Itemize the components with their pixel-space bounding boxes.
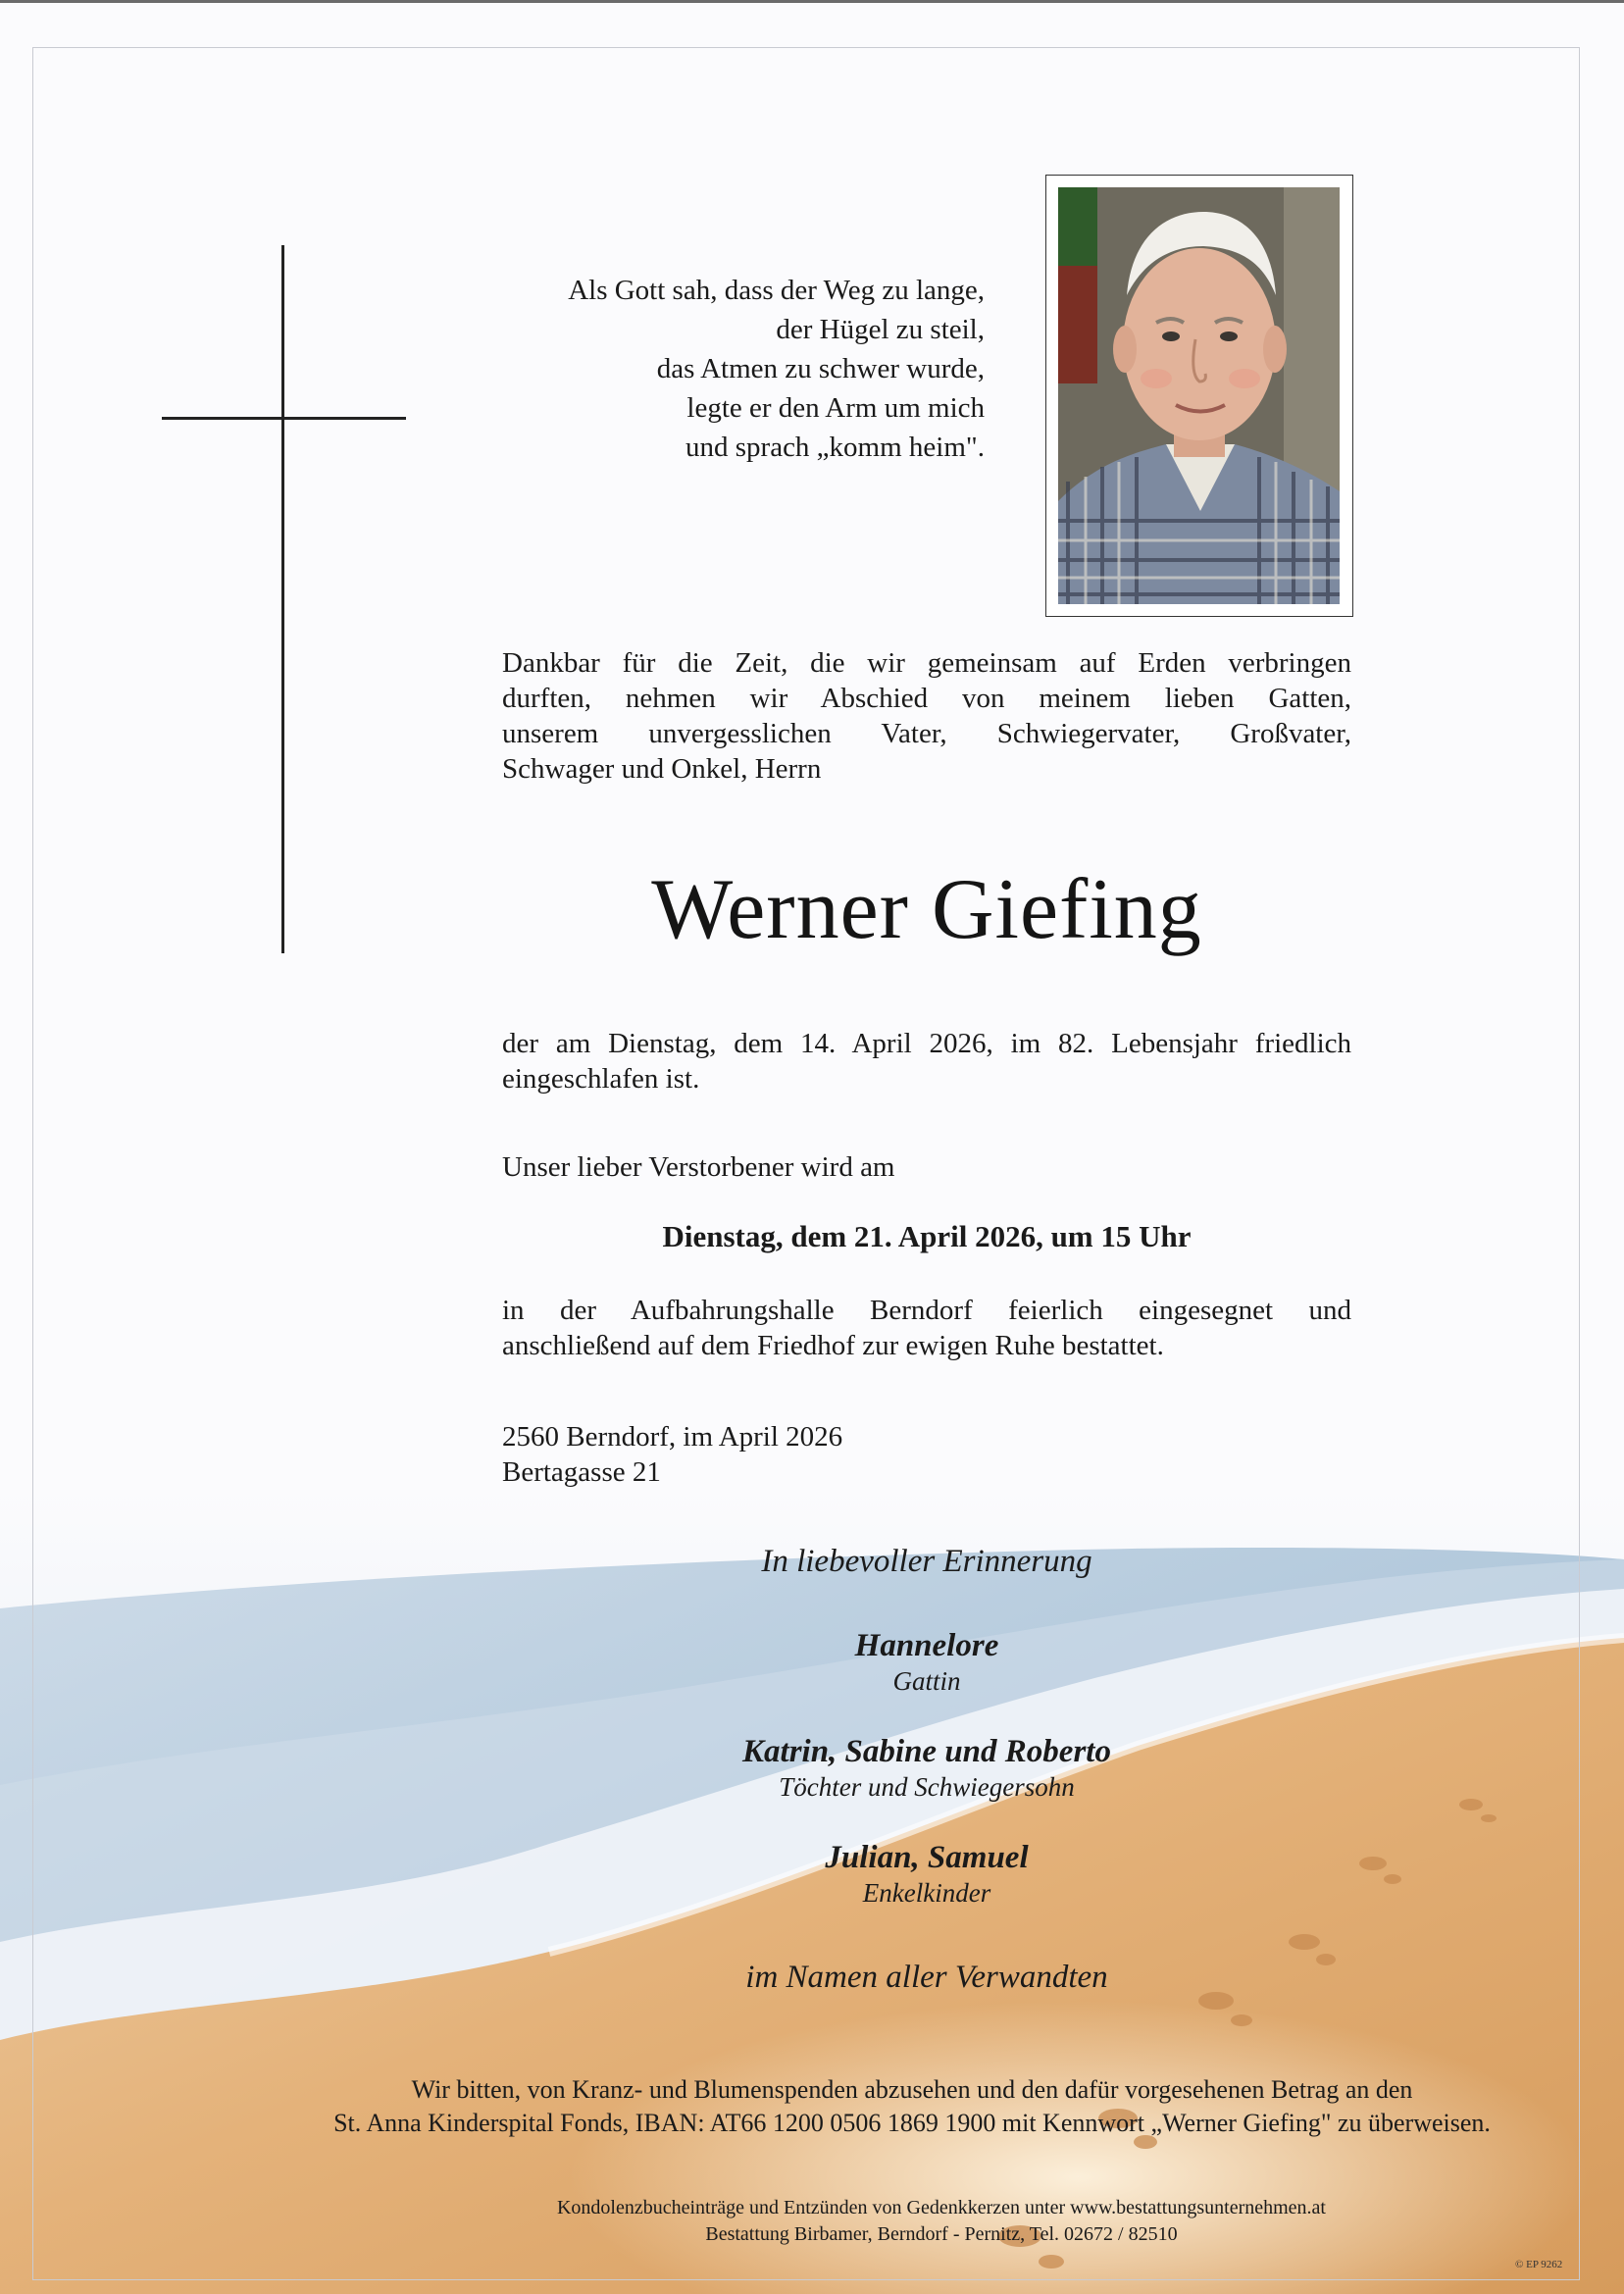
donation-note <box>265 2073 1559 2140</box>
funeral-intro: Unser lieber Verstorbener wird am <box>502 1151 895 1183</box>
poem-line: und sprach „komm heim". <box>685 432 985 463</box>
poem <box>471 271 985 467</box>
address-block <box>502 1419 1351 1490</box>
funeral-date: Dienstag, dem 21. April 2026, um 15 Uhr <box>662 1219 1192 1253</box>
death-line: eingeschlafen ist. <box>502 1063 700 1095</box>
poem-line: das Atmen zu schwer wurde, <box>656 353 985 384</box>
address-line: 2560 Berndorf, im April 2026 <box>502 1421 843 1453</box>
death-line: der am Dienstag, dem 14. April 2026, im 82. Lebensjahr friedlich <box>502 1028 1351 1059</box>
mourner-relation: Enkelkinder <box>862 1878 991 1908</box>
intro-line: unserem unvergesslichen Vater, Schwiegervater, Großvater, <box>502 718 1351 749</box>
cross-horizontal-beam <box>162 417 406 420</box>
mourner-relation: Töchter und Schwiegersohn <box>779 1772 1075 1802</box>
funeral-line: anschließend auf dem Friedhof zur ewigen Ruhe bestattet. <box>502 1330 1164 1361</box>
intro-line: Schwager und Onkel, Herrn <box>502 753 822 785</box>
mourner-relation: Gattin <box>892 1666 961 1696</box>
mourner-group <box>502 1838 1351 1909</box>
poem-line: Als Gott sah, dass der Weg zu lange, <box>568 275 985 306</box>
print-code: © EP 9262 <box>1515 2259 1563 2270</box>
memory-heading: In liebevoller Erinnerung <box>761 1544 1092 1579</box>
top-edge-line <box>0 0 1624 3</box>
address-line: Bertagasse 21 <box>502 1456 661 1488</box>
funeral-line: in der Aufbahrungshalle Berndorf feierlich eingesegnet und <box>502 1295 1351 1326</box>
funeral-home-info <box>412 2195 1471 2248</box>
death-paragraph <box>502 1026 1351 1096</box>
portrait-frame <box>1045 175 1353 617</box>
mourner-names: Hannelore <box>854 1628 999 1663</box>
intro-paragraph <box>502 645 1351 787</box>
intro-line: Dankbar für die Zeit, die wir gemeinsam auf Erden verbringen <box>502 647 1351 679</box>
mourners-closing: im Namen aller Verwandten <box>745 1960 1108 1995</box>
funeral-home-line: Bestattung Birbamer, Berndorf - Pernitz, Tel. 02672 / 82510 <box>705 2223 1178 2245</box>
mourner-group <box>502 1626 1351 1697</box>
mourner-group <box>502 1732 1351 1803</box>
cross-vertical-beam <box>281 245 284 953</box>
portrait-photo <box>1058 187 1340 604</box>
deceased-name: Werner Giefing <box>651 862 1202 957</box>
mourner-names: Katrin, Sabine und Roberto <box>742 1734 1111 1769</box>
intro-line: durften, nehmen wir Abschied von meinem lieben Gatten, <box>502 683 1351 714</box>
poem-line: legte er den Arm um mich <box>686 392 985 424</box>
mourner-names: Julian, Samuel <box>825 1840 1029 1875</box>
poem-line: der Hügel zu steil, <box>776 314 985 345</box>
condolence-line: Kondolenzbucheinträge und Entzünden von Gedenkkerzen unter www.bestattungsunternehmen.at <box>556 2197 1326 2218</box>
funeral-paragraph <box>502 1293 1351 1363</box>
donation-line: Wir bitten, von Kranz- und Blumenspenden abzusehen und den dafür vorgesehenen Betrag an den <box>411 2075 1413 2104</box>
donation-line: St. Anna Kinderspital Fonds, IBAN: AT66 1200 0506 1869 1900 mit Kennwort „Werner Giefing" zu überweisen. <box>333 2109 1491 2137</box>
